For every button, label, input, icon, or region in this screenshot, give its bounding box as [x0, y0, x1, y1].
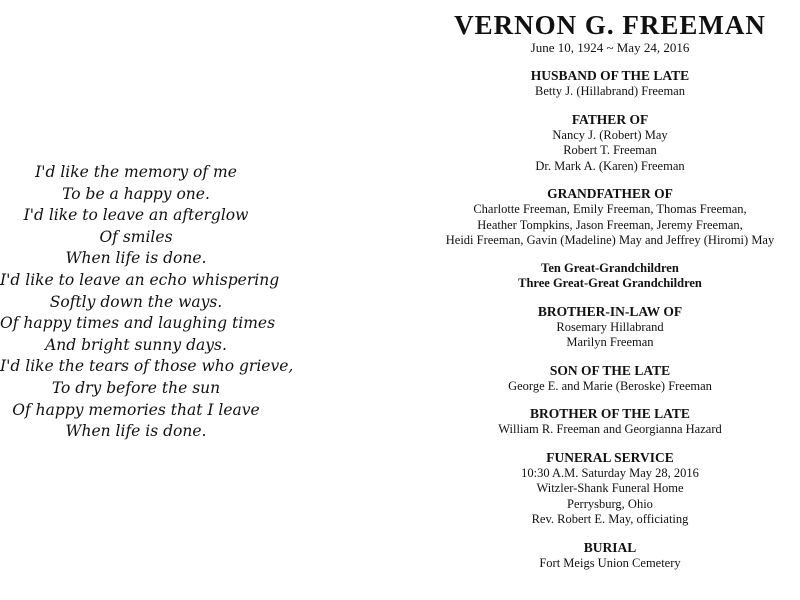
poem-line: I'd like the memory of me	[35, 163, 237, 181]
poem-line: I'd like to leave an echo whispering	[0, 270, 280, 289]
section-husband	[420, 68, 800, 100]
section-line: Rev. Robert E. May, officiating	[531, 512, 689, 526]
poem-line: I'd like to leave an afterglow	[23, 206, 249, 225]
section-heading: FUNERAL SERVICE	[546, 449, 674, 465]
section-line: 10:30 A.M. Saturday May 28, 2016	[521, 465, 699, 480]
section-line: Dr. Mark A. (Karen) Freeman	[535, 158, 685, 173]
section-line: Charlotte Freeman, Emily Freeman, Thomas Freeman,	[473, 202, 747, 216]
section-son	[420, 363, 800, 395]
poem-line: When life is done.	[65, 249, 207, 268]
memorial-poem	[0, 162, 294, 443]
poem-line: I'd like the tears of those who grieve,	[0, 357, 294, 376]
section-line: Fort Meigs Union Cemetery	[539, 555, 681, 570]
section-brother-in-law	[420, 304, 800, 351]
section-line: George E. and Marie (Beroske) Freeman	[508, 378, 712, 393]
poem-line: Of smiles	[99, 227, 173, 246]
section-line: Witzler-Shank Funeral Home	[536, 481, 684, 495]
section-line: Heather Tompkins, Jason Freeman, Jeremy Freeman,	[477, 217, 743, 232]
section-heading: BROTHER OF THE LATE	[530, 406, 690, 421]
section-brother	[420, 406, 800, 438]
section-line: Marilyn Freeman	[566, 335, 654, 349]
section-line: Heidi Freeman, Gavin (Madeline) May and Jeffrey (Hiromi) May	[445, 233, 775, 247]
poem-line: When life is done.	[65, 422, 207, 441]
section-heading: BURIAL	[583, 539, 637, 555]
section-line: Rosemary Hillabrand	[556, 319, 664, 334]
section-heading: SON OF THE LATE	[549, 362, 671, 378]
poem-line: And bright sunny days.	[45, 335, 227, 354]
section-heading: FATHER OF	[571, 111, 649, 127]
deceased-name: VERNON G. FREEMAN	[454, 10, 766, 40]
section-father	[420, 112, 800, 175]
section-line: Three Great-Great Grandchildren	[518, 276, 702, 290]
poem-line: Of happy memories that I leave	[12, 400, 260, 419]
section-burial	[420, 540, 800, 572]
poem-line: To dry before the sun	[51, 378, 221, 397]
section-line: William R. Freeman and Georgianna Hazard	[498, 422, 722, 436]
section-funeral-service	[420, 450, 800, 528]
section-line: Ten Great-Grandchildren	[541, 260, 679, 275]
section-grandfather	[420, 186, 800, 249]
section-heading: GRANDFATHER OF	[547, 186, 673, 201]
obituary-details	[420, 10, 800, 571]
life-dates: June 10, 1924 ~ May 24, 2016	[530, 40, 690, 55]
section-line: Robert T. Freeman	[563, 143, 657, 157]
section-line: Nancy J. (Robert) May	[552, 127, 668, 142]
poem-line: Softly down the ways.	[49, 292, 223, 311]
poem-line: Of happy times and laughing times	[0, 314, 276, 333]
section-heading: BROTHER-IN-LAW OF	[537, 303, 683, 319]
section-great-grandchildren	[420, 261, 800, 292]
poem-line: To be a happy one.	[62, 184, 210, 203]
section-line: Betty J. (Hillabrand) Freeman	[535, 84, 685, 98]
section-heading: HUSBAND OF THE LATE	[530, 68, 690, 83]
section-line: Perrysburg, Ohio	[567, 496, 653, 511]
